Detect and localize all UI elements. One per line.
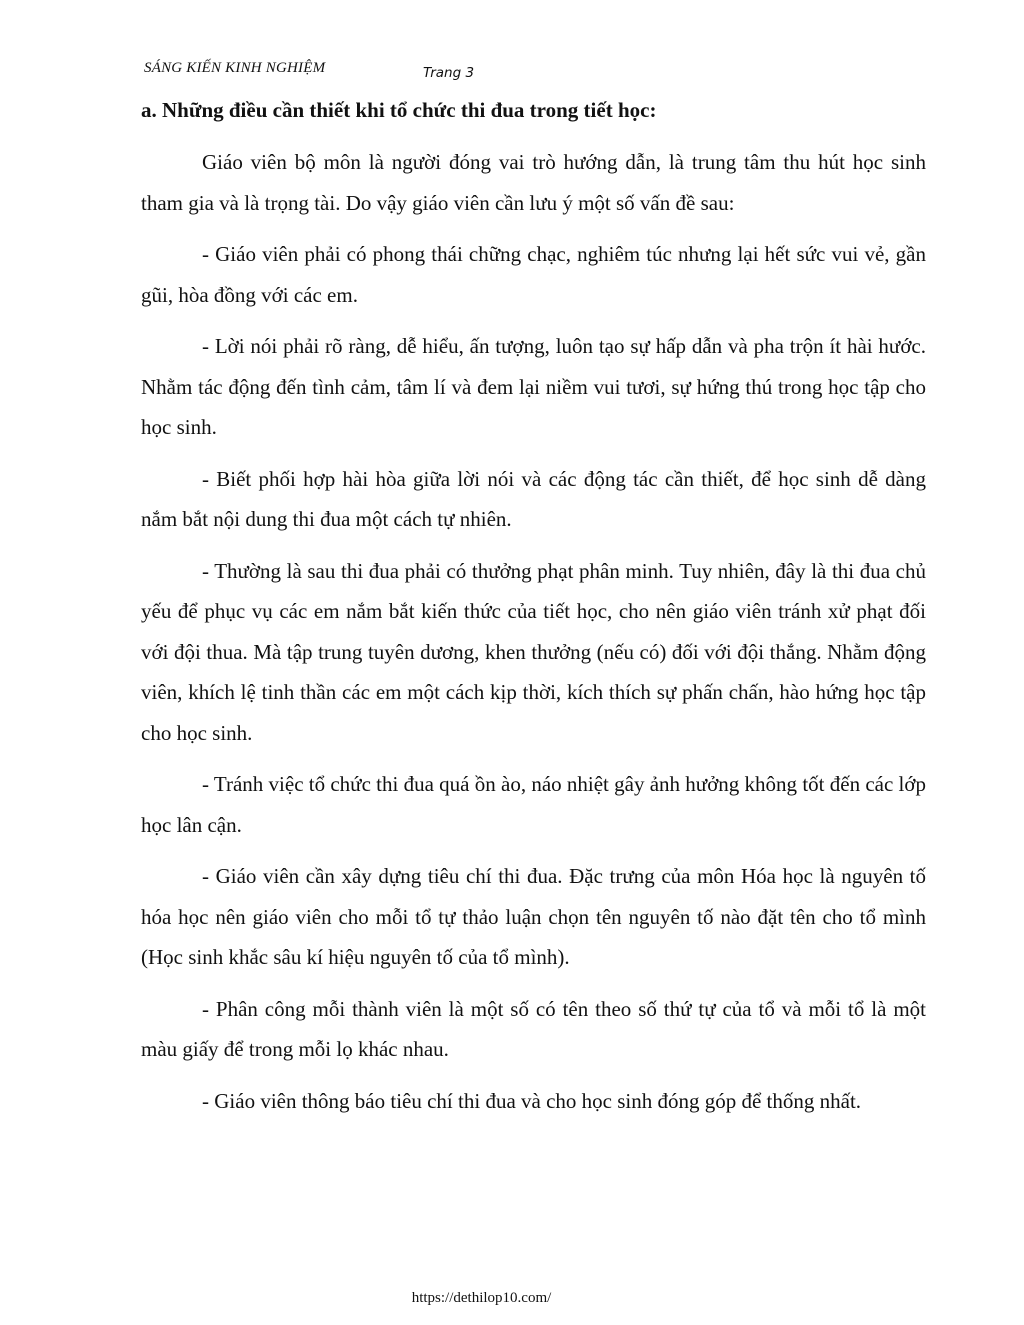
page-body — [141, 92, 926, 1121]
paragraph-point-demeanor: - Giáo viên phải có phong thái chững chạc, nghiêm túc nhưng lại hết sức vui vẻ, gần gũi, hòa đồng với các em. — [141, 242, 926, 307]
paragraph-point-assignment: - Phân công mỗi thành viên là một số có tên theo số thứ tự của tổ và mỗi tổ là một màu giấy để trong mỗi lọ khác nhau. — [141, 996, 926, 1061]
paragraph-point-rewards: - Thường là sau thi đua phải có thưởng phạt phân minh. Tuy nhiên, đây là thi đua chủ yếu để phục vụ các em nắm bắt kiến thức của tiết học, cho nên giáo viên tránh xử phạt đối với đội thua. Mà tập trung tuyên dương, khen thưởng (nếu có) đối với đội thắng. Nhằm động viên, khích lệ tinh thần các em một cách kịp thời, kích thích sự phấn chấn, hào hứng học tập cho học sinh. — [141, 558, 926, 745]
paragraph-point-speech: - Lời nói phải rõ ràng, dễ hiểu, ấn tượng, luôn tạo sự hấp dẫn và pha trộn ít hài hước. Nhằm tác động đến tình cảm, tâm lí và đem lại niềm vui tươi, sự hứng thú trong học tập cho học sinh. — [141, 334, 926, 439]
paragraph-point-criteria: - Giáo viên cần xây dựng tiêu chí thi đua. Đặc trưng của môn Hóa học là nguyên tố hóa học nên giáo viên cho mỗi tổ tự thảo luận chọn tên nguyên tố nào đặt tên cho tổ mình (Học sinh khắc sâu kí hiệu nguyên tố của tổ mình). — [141, 864, 926, 969]
paragraph-point-gestures: - Biết phối hợp hài hòa giữa lời nói và các động tác cần thiết, để học sinh dễ dàng nắm bắt nội dung thi đua một cách tự nhiên. — [141, 466, 926, 531]
paragraph-point-noise: - Tránh việc tổ chức thi đua quá ồn ào, náo nhiệt gây ảnh hưởng không tốt đến các lớp học lân cận. — [141, 772, 926, 837]
page-number: Trang 3 — [423, 65, 475, 81]
running-header-title: SÁNG KIẾN KINH NGHIỆM — [144, 60, 326, 76]
paragraph-point-announce: - Giáo viên thông báo tiêu chí thi đua và cho học sinh đóng góp để thống nhất. — [202, 1088, 862, 1113]
paragraph-intro: Giáo viên bộ môn là người đóng vai trò hướng dẫn, là trung tâm thu hút học sinh tham gia và là trọng tài. Do vậy giáo viên cần lưu ý một số vấn đề sau: — [141, 150, 926, 215]
footer-url-link[interactable]: https://dethilop10.com/ — [411, 1290, 552, 1306]
section-heading: a. Những điều cần thiết khi tổ chức thi đua trong tiết học: — [141, 98, 657, 122]
